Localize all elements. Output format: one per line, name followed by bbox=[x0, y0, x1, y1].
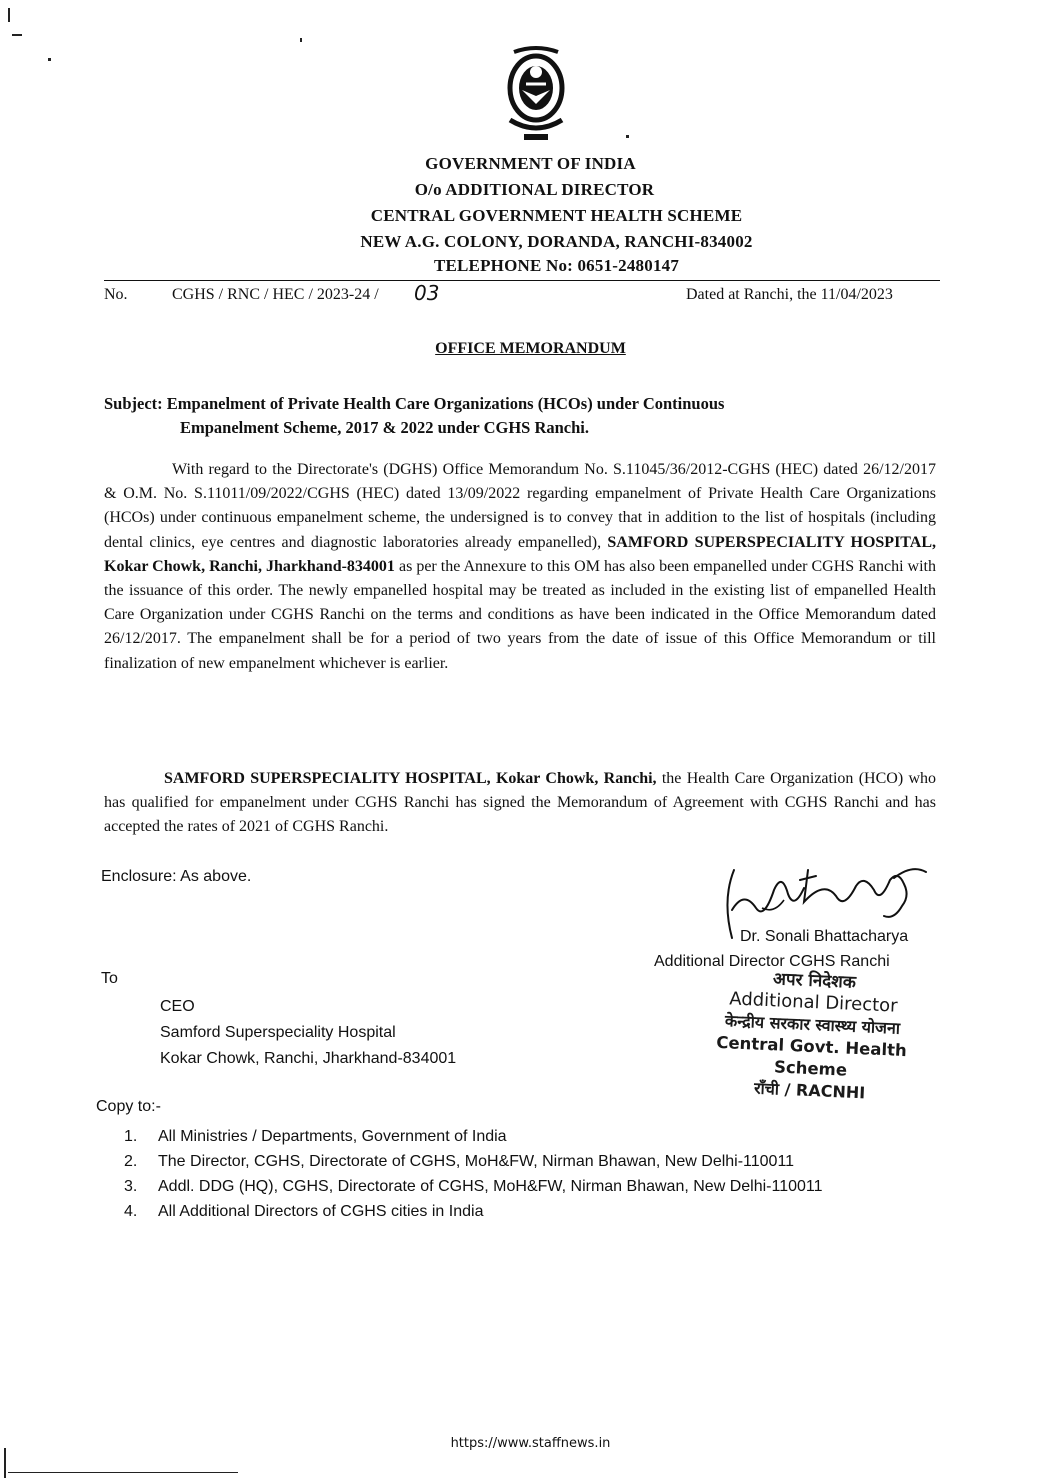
list-item bbox=[124, 1176, 934, 1197]
scan-mark bbox=[12, 34, 22, 36]
scan-mark bbox=[48, 58, 51, 61]
subject-label: Subject: bbox=[104, 394, 163, 413]
body-paragraph-2 bbox=[104, 767, 936, 840]
stamp-city: राँची / RACNHI bbox=[753, 1078, 866, 1103]
reference-code: CGHS / RNC / HEC / 2023-24 / bbox=[172, 286, 379, 303]
header-divider bbox=[104, 280, 940, 281]
paragraph-1-text-b: as per the Annexure to this OM has also been empanelled under CGHS Ranchi with the issuance of this order. The newly empanelled hospital may be treated as included in the existing list of empanelled Health Care Organization under CGHS Ranchi on the terms and conditions as have been indicated in the Office Memorandum dated 26/12/2017. The empanelment shall be for a period of two years from the date of issue of this Office Memorandum or till finalization of new empanelment whichever is earlier. bbox=[104, 557, 936, 672]
body-paragraph-1 bbox=[104, 458, 936, 676]
memo-title bbox=[0, 340, 1061, 358]
list-item-text: The Director, CGHS, Directorate of CGHS, MoH&FW, Nirman Bhawan, New Delhi-110011 bbox=[158, 1153, 795, 1170]
header-line-government: GOVERNMENT OF INDIA bbox=[425, 154, 636, 173]
header-line-telephone: TELEPHONE No: 0651-2480147 bbox=[433, 256, 680, 275]
list-item bbox=[124, 1201, 934, 1222]
list-item-text: Addl. DDG (HQ), CGHS, Directorate of CGHS, MoH&FW, Nirman Bhawan, New Delhi-110011 bbox=[158, 1178, 823, 1195]
official-stamp bbox=[683, 965, 941, 1108]
list-item-number: 1. bbox=[124, 1128, 138, 1145]
paragraph-2-text: the Health Care Organization (HCO) who has qualified for empanelment under CGHS Ranchi has signed the Memorandum of Agreement with CGHS Ranchi and has accepted the rates of 2021 of CGHS Ranchi. bbox=[104, 770, 937, 836]
paragraph-1-text-a: With regard to the Directorate's (DGHS) Office Memorandum No. S.11045/36/2012-CGHS (HEC) dated 26/12/2017 & O.M. No. S.11011/09/2022/CGHS (HEC) dated 13/09/2022 regarding empanelment of Private Health Care Organizations (HCOs) under continuous empanelment scheme, the undersigned is to convey that in addition to the list of hospitals (including dental clinics, eye centres and diagnostic laboratories already empanelled), bbox=[104, 461, 936, 551]
paragraph-1-hospital-name: SAMFORD SUPERSPECIALITY HOSPITAL, Kokar Chowk, Ranchi, Jharkhand-834001 bbox=[104, 533, 937, 575]
reference-date: Dated at Ranchi, the 11/04/2023 bbox=[686, 286, 893, 303]
reference-no-label: No. bbox=[104, 286, 128, 303]
subject-line-1: Empanelment of Private Health Care Organizations (HCOs) under Continuous bbox=[166, 394, 725, 413]
copy-to-list bbox=[124, 1126, 934, 1226]
list-item bbox=[124, 1151, 934, 1172]
subject-line-2: Empanelment Scheme, 2017 & 2022 under CGHS Ranchi. bbox=[180, 418, 590, 437]
list-item-number: 2. bbox=[124, 1153, 138, 1170]
addressee-line-1: CEO bbox=[160, 998, 195, 1015]
header-line-office: O/o ADDITIONAL DIRECTOR bbox=[414, 180, 655, 199]
header-line-address: NEW A.G. COLONY, DORANDA, RANCHI-834002 bbox=[360, 232, 753, 251]
list-item-number: 3. bbox=[124, 1178, 138, 1195]
stamp-english-title: Additional Director bbox=[728, 988, 899, 1017]
scan-mark bbox=[8, 8, 10, 22]
list-item-number: 4. bbox=[124, 1203, 138, 1220]
memo-title-text: OFFICE MEMORANDUM bbox=[435, 340, 626, 357]
enclosure-note: Enclosure: As above. bbox=[101, 868, 252, 885]
scan-mark bbox=[300, 38, 302, 42]
addressee-line-3: Kokar Chowk, Ranchi, Jharkhand-834001 bbox=[160, 1050, 457, 1067]
list-item-text: All Ministries / Departments, Government of India bbox=[158, 1128, 507, 1145]
scan-mark bbox=[626, 135, 629, 138]
scan-mark bbox=[4, 1448, 6, 1478]
header-line-scheme: CENTRAL GOVERNMENT HEALTH SCHEME bbox=[370, 206, 743, 225]
addressee-line-2: Samford Superspeciality Hospital bbox=[160, 1024, 396, 1041]
copy-to-label: Copy to:- bbox=[96, 1098, 161, 1115]
paragraph-2-hospital-name: SAMFORD SUPERSPECIALITY HOSPITAL, Kokar Chowk, Ranchi, bbox=[164, 770, 657, 787]
list-item bbox=[124, 1126, 934, 1147]
list-item-text: All Additional Directors of CGHS cities in India bbox=[158, 1203, 484, 1220]
signatory-name: Dr. Sonali Bhattacharya bbox=[740, 928, 909, 945]
stamp-hindi-scheme: केन्द्रीय सरकार स्वास्थ्य योजना bbox=[724, 1011, 901, 1038]
cghs-emblem-icon bbox=[500, 44, 572, 144]
footer-url: https://www.staffnews.in bbox=[450, 1436, 611, 1451]
stamp-english-scheme: Central Govt. Health Scheme bbox=[715, 1032, 908, 1080]
scan-mark bbox=[8, 1472, 238, 1473]
to-label: To bbox=[101, 970, 118, 987]
stamp-hindi-title: अपर निदेशक bbox=[772, 969, 857, 993]
signatory-designation: Additional Director CGHS Ranchi bbox=[654, 953, 890, 970]
reference-handwritten-number: 03 bbox=[414, 281, 440, 305]
subject-block bbox=[104, 392, 934, 440]
